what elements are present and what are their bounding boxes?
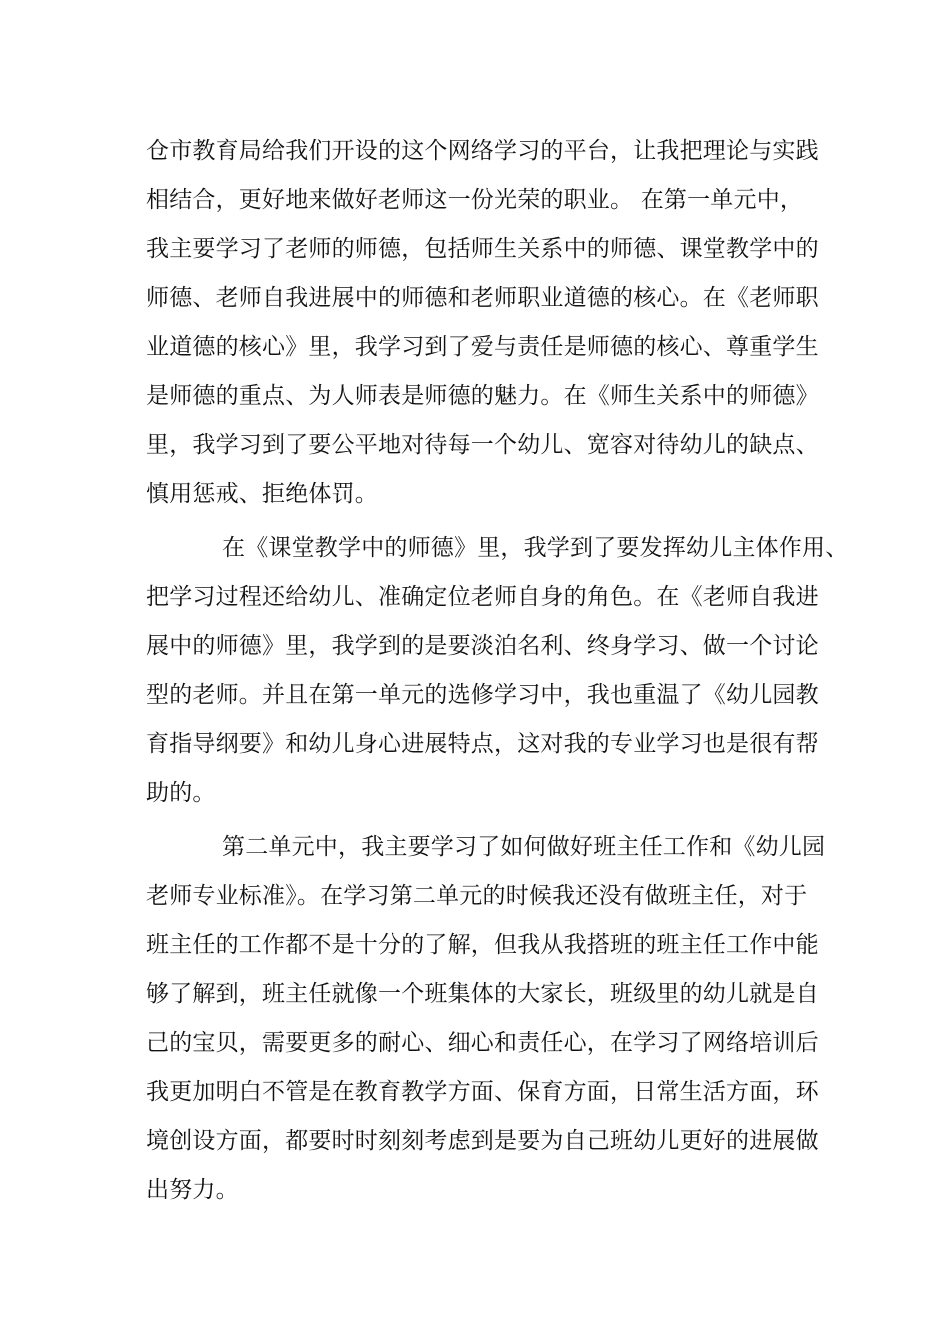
text-line: 型的老师。并且在第一单元的选修学习中，我也重温了《幼儿园教: [146, 682, 819, 708]
text-line: 境创设方面，都要时时刻刻考虑到是要为自己班幼儿更好的进展做: [146, 1128, 819, 1154]
text-line: 老师专业标准》。在学习第二单元的时候我还没有做班主任，对于: [146, 883, 808, 909]
text-line: 相结合，更好地来做好老师这一份光荣的职业。 在第一单元中，: [146, 187, 804, 213]
text-line: 出努力。: [146, 1177, 239, 1203]
text-line: 展中的师德》里，我学到的是要淡泊名利、终身学习、做一个讨论: [146, 633, 819, 659]
text-line: 把学习过程还给幼儿、准确定位老师自身的角色。在《老师自我进: [146, 584, 819, 610]
text-line: 我更加明白不管是在教育教学方面、保育方面，日常生活方面，环: [146, 1079, 819, 1105]
paragraph-first-line: 第二单元中，我主要学习了如何做好班主任工作和《幼儿园: [222, 834, 826, 860]
paragraph-first-line: 在《课堂教学中的师德》里，我学到了要发挥幼儿主体作用、: [222, 535, 849, 561]
text-line: 助的。: [146, 780, 216, 806]
text-line: 育指导纲要》和幼儿身心进展特点，这对我的专业学习也是很有帮: [146, 731, 819, 757]
text-line: 业道德的核心》里，我学习到了爱与责任是师德的核心、尊重学生: [146, 334, 819, 360]
text-line: 里，我学习到了要公平地对待每一个幼儿、宽容对待幼儿的缺点、: [146, 432, 819, 458]
text-line: 是师德的重点、为人师表是师德的魅力。在《师生关系中的师德》: [146, 383, 819, 409]
text-line: 仓市教育局给我们开设的这个网络学习的平台，让我把理论与实践: [146, 138, 819, 164]
text-line: 班主任的工作都不是十分的了解，但我从我搭班的班主任工作中能: [146, 932, 819, 958]
text-line: 我主要学习了老师的师德，包括师生关系中的师德、课堂教学中的: [146, 236, 819, 262]
text-line: 够了解到，班主任就像一个班集体的大家长，班级里的幼儿就是自: [146, 981, 819, 1007]
text-line: 师德、老师自我进展中的师德和老师职业道德的核心。在《老师职: [146, 285, 819, 311]
text-line: 己的宝贝，需要更多的耐心、细心和责任心，在学习了网络培训后: [146, 1030, 819, 1056]
text-line: 慎用惩戒、拒绝体罚。: [146, 481, 378, 507]
